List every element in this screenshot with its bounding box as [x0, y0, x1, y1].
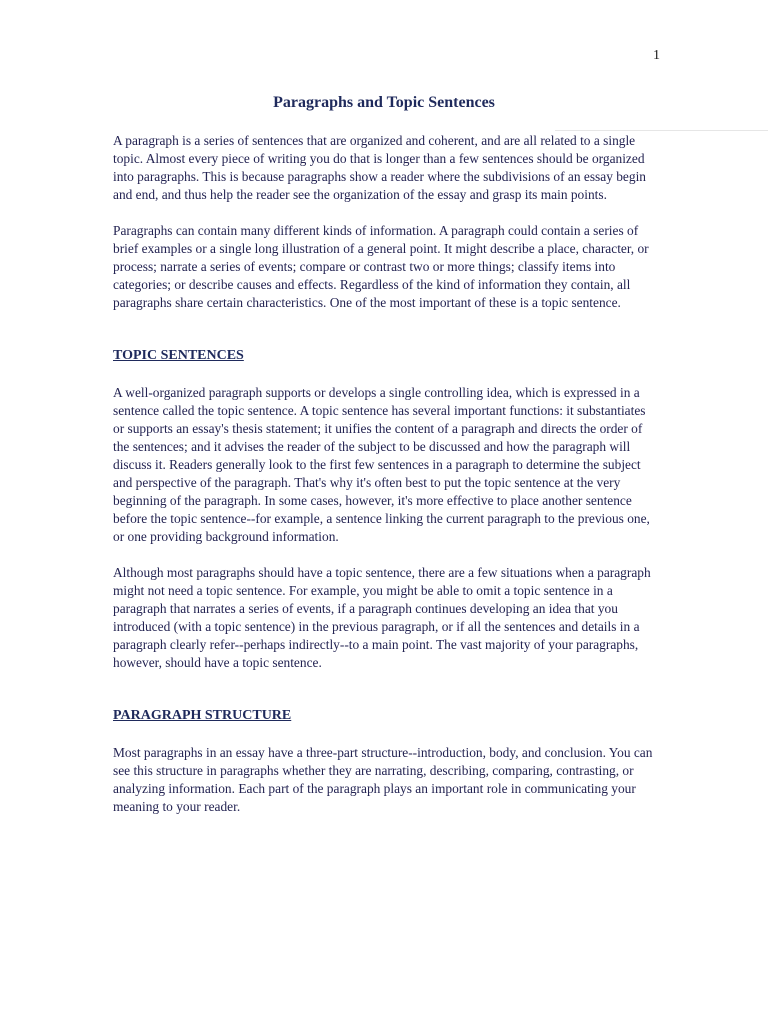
topic-sentences-heading: TOPIC SENTENCES	[113, 348, 244, 363]
paragraph-structure-heading: PARAGRAPH STRUCTURE	[113, 708, 292, 723]
topic-paragraph-2: Although most paragraphs should have a topic sentence, there are a few situations when a paragraph might not need a topic sentence. For example, you might be able to omit a topic sentence in a paragraph that narrates a series of events, if a paragraph continues developing an idea that you introduced (with a topic sentence) in the previous paragraph, or if all the sentences and details in a paragraph clearly refer--perhaps indirectly--to a main point. The vast majority of your paragraphs, however, should have a topic sentence.	[113, 565, 651, 670]
page-number: 1	[653, 48, 660, 63]
header-rule	[555, 130, 768, 131]
document-body	[113, 132, 658, 816]
document-title: Paragraphs and Topic Sentences	[273, 94, 495, 111]
topic-paragraph-1: A well-organized paragraph supports or develops a single controlling idea, which is expressed in a sentence called the topic sentence. A topic sentence has several important functions: it substantiates or supports an essay's thesis statement; it unifies the content of a paragraph and directs the order of the sentences; and it advises the reader of the subject to be discussed and how the paragraph will discuss it. Readers generally look to the first few sentences in a paragraph to determine the subject and perspective of the paragraph. That's why it's often best to put the topic sentence at the very beginning of the paragraph. In some cases, however, it's more effective to place another sentence before the topic sentence--for example, a sentence linking the current paragraph to the previous one, or one providing background information.	[113, 385, 650, 544]
structure-paragraph-1: Most paragraphs in an essay have a three-part structure--introduction, body, and conclusion. You can see this structure in paragraphs whether they are narrating, describing, comparing, contrasting, or analyzing information. Each part of the paragraph plays an important role in communicating your meaning to your reader.	[113, 745, 653, 814]
intro-paragraph-1: A paragraph is a series of sentences that are organized and coherent, and are all related to a single topic. Almost every piece of writing you do that is longer than a few sentences should be organized into paragraphs. This is because paragraphs show a reader where the subdivisions of an essay begin and end, and thus help the reader see the organization of the essay and grasp its main points.	[113, 133, 646, 202]
intro-paragraph-2: Paragraphs can contain many different kinds of information. A paragraph could contain a series of brief examples or a single long illustration of a general point. It might describe a place, character, or process; narrate a series of events; compare or contrast two or more things; classify items into categories; or describe causes and effects. Regardless of the kind of information they contain, all paragraphs share certain characteristics. One of the most important of these is a topic sentence.	[113, 223, 649, 310]
